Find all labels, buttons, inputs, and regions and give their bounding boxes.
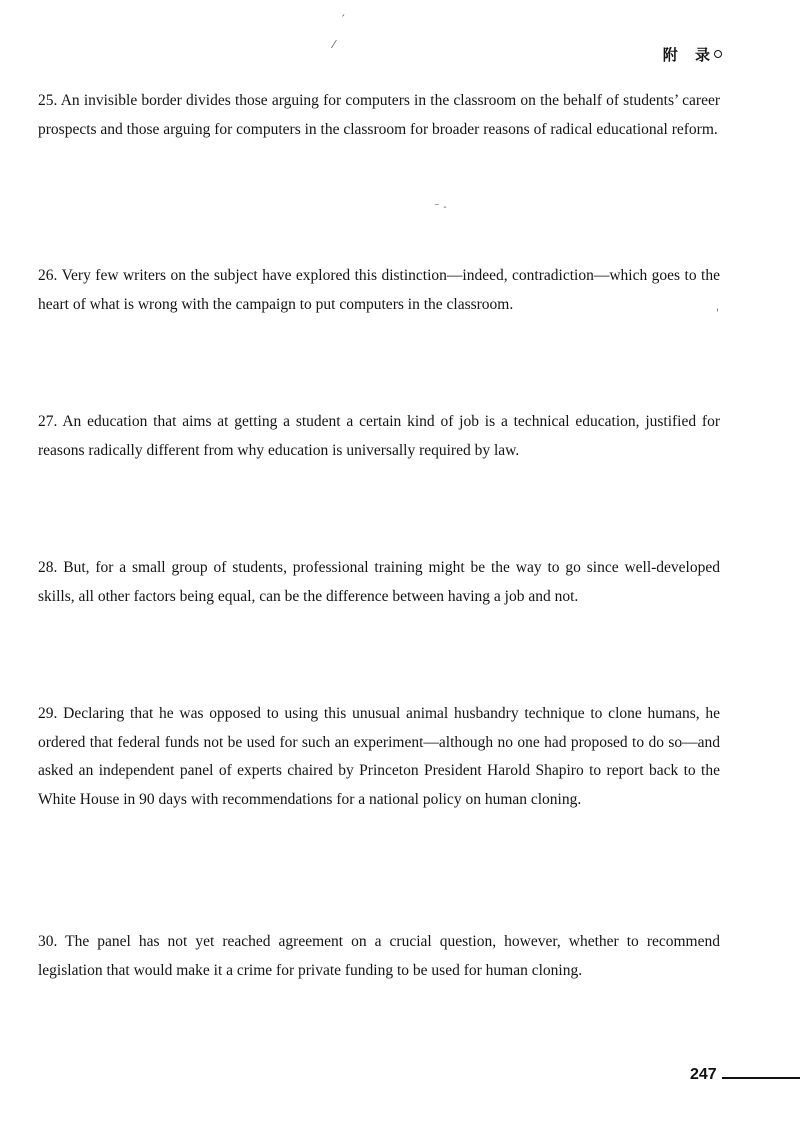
paragraph-text: The panel has not yet reached agreement on a crucial question, however, whether to recommend legislation that would make it a crime for private funding to be used for human cloning. [38,933,720,979]
paragraph-text: An education that aims at getting a student a certain kind of job is a technical education, justified for reasons radically different from why education is universally required by law. [38,413,720,459]
paragraph-number: 29. [38,705,58,722]
paragraph-number: 30. [38,933,58,950]
paragraph-number: 27. [38,413,58,430]
paragraph-27 [38,408,720,465]
page-number: 247 [690,1066,717,1083]
paragraph-number: 26. [38,267,58,284]
circle-bullet-icon [714,50,722,58]
paragraph-text: But, for a small group of students, professional training might be the way to go since well-developed skills, all other factors being equal, can be the difference between having a job and not. [38,559,720,605]
paragraph-25 [38,87,720,144]
section-title: 附 录 [662,46,716,64]
scan-speck-icon: ˏ [340,4,346,17]
paragraph-text: Declaring that he was opposed to using this unusual animal husbandry technique to clone humans, he ordered that federal funds not be used for such an experiment—although no one had proposed to do so—and asked an independent panel of experts chaired by Princeton President Harold Shapiro to report back to the White House in 90 days with recommendations for a national policy on human cloning. [38,705,721,808]
paragraph-28 [38,554,720,611]
paragraph-text: Very few writers on the subject have explored this distinction—indeed, contradiction—which goes to the heart of what is wrong with the campaign to put computers in the classroom. [38,267,720,313]
scan-speck-icon: ˌ [716,300,720,313]
paragraph-number: 25. [38,92,58,109]
paragraph-29 [38,700,720,814]
scan-speck-icon: ⁄ [333,38,335,51]
paragraph-30 [38,928,720,985]
page-footer [690,1066,800,1084]
paragraph-26 [38,262,720,319]
footer-rule [722,1077,800,1079]
scan-speck-icon: ⁻ ˗ [434,200,447,213]
paragraph-number: 28. [38,559,58,576]
section-header [663,44,722,65]
paragraph-text: An invisible border divides those arguing for computers in the classroom on the behalf of students’ career prospects and those arguing for computers in the classroom for broader reasons of radical educational reform. [38,92,720,138]
